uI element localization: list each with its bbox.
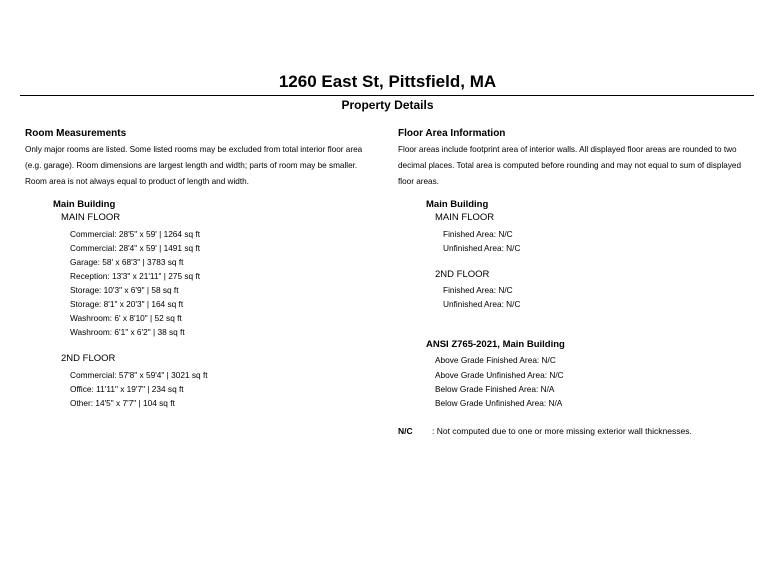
floor-heading-2nd: 2ND FLOOR — [61, 353, 116, 364]
floor-area-description — [398, 142, 758, 190]
footnote-key: N/C — [398, 426, 413, 436]
description-line: (e.g. garage). Room dimensions are largest length and width; parts of room may be smaller. — [25, 161, 358, 170]
page-title: 1260 East St, Pittsfield, MA — [278, 72, 497, 91]
room-row: Other: 14'5" x 7'7" | 104 sq ft — [70, 398, 175, 408]
description-line: Floor areas include footprint area of interior walls. All displayed floor areas are rounded to two — [398, 145, 737, 154]
ansi-row: Above Grade Unfinished Area: N/C — [435, 370, 564, 380]
building-heading: Main Building — [426, 199, 489, 210]
area-row: Unfinished Area: N/C — [443, 299, 521, 309]
floor-heading-main: MAIN FLOOR — [435, 212, 495, 223]
description-line: Only major rooms are listed. Some listed rooms may be excluded from total interior floor area — [25, 145, 363, 154]
room-row: Commercial: 28'4" x 59' | 1491 sq ft — [70, 243, 201, 253]
room-row: Commercial: 57'8" x 59'4" | 3021 sq ft — [70, 370, 208, 380]
area-row: Unfinished Area: N/C — [443, 243, 521, 253]
room-row: Commercial: 28'5" x 59' | 1264 sq ft — [70, 229, 201, 239]
building-heading: Main Building — [53, 199, 116, 210]
ansi-row: Below Grade Finished Area: N/A — [435, 384, 555, 394]
room-measurements-description — [25, 142, 375, 190]
room-measurements-heading: Room Measurements — [25, 128, 127, 139]
floor-area-heading: Floor Area Information — [398, 128, 506, 139]
footnote-text: : Not computed due to one or more missing exterior wall thicknesses. — [432, 426, 692, 436]
room-measurements-section — [25, 128, 375, 408]
room-row: Office: 11'11" x 19'7" | 234 sq ft — [70, 384, 184, 394]
description-line: decimal places. Total area is computed before rounding and may not equal to sum of displayed — [398, 161, 742, 170]
ansi-row: Below Grade Unfinished Area: N/A — [435, 398, 563, 408]
room-row: Storage: 10'3" x 6'9" | 58 sq ft — [70, 285, 179, 295]
floor-area-section — [398, 128, 758, 436]
floor-heading-main: MAIN FLOOR — [61, 212, 121, 223]
title-divider — [20, 95, 754, 96]
ansi-row: Above Grade Finished Area: N/C — [435, 355, 556, 365]
nc-footnote — [398, 426, 758, 440]
description-line: floor areas. — [398, 177, 439, 186]
ansi-heading: ANSI Z765-2021, Main Building — [426, 339, 565, 350]
room-row: Washroom: 6'1" x 6'2" | 38 sq ft — [70, 327, 185, 337]
page-subtitle: Property Details — [341, 98, 434, 112]
floor-heading-2nd: 2ND FLOOR — [435, 269, 490, 280]
room-row: Garage: 58' x 68'3" | 3783 sq ft — [70, 257, 184, 267]
room-row: Storage: 8'1" x 20'3" | 164 sq ft — [70, 299, 184, 309]
room-row: Reception: 13'3" x 21'11" | 275 sq ft — [70, 271, 201, 281]
room-row: Washroom: 6' x 8'10" | 52 sq ft — [70, 313, 182, 323]
description-line: Room area is not always equal to product of length and width. — [25, 177, 249, 186]
area-row: Finished Area: N/C — [443, 229, 513, 239]
area-row: Finished Area: N/C — [443, 285, 513, 295]
